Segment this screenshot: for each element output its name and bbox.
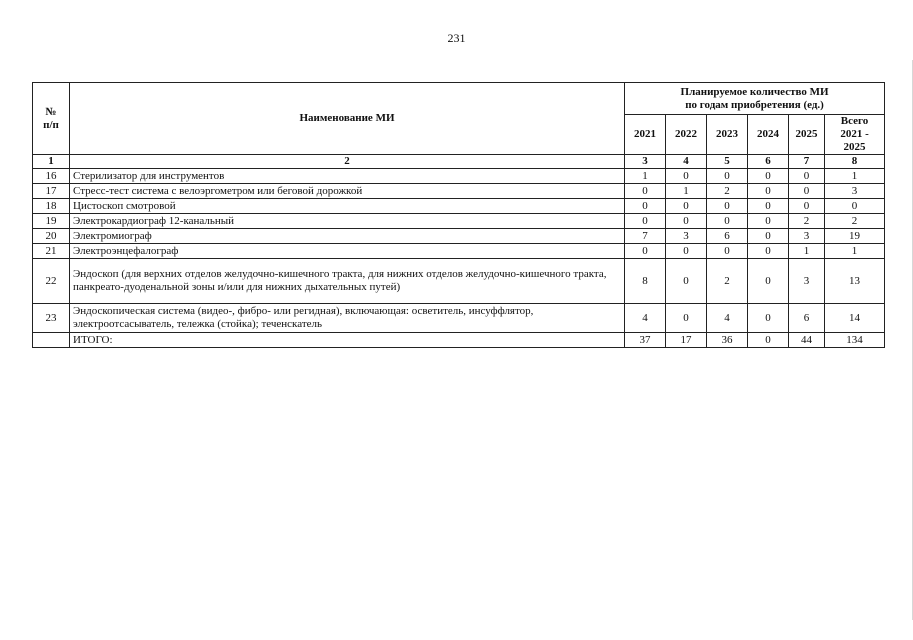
column-index-row [33, 155, 885, 169]
row-year-value: 0 [789, 199, 825, 214]
index-cell: 8 [825, 155, 885, 169]
row-year-value: 2 [789, 214, 825, 229]
row-year-value: 0 [707, 214, 748, 229]
table-row [33, 169, 885, 184]
row-year-value: 2 [707, 184, 748, 199]
row-name: Электрокардиограф 12-канальный [70, 214, 625, 229]
row-year-value: 0 [748, 169, 789, 184]
row-number: 16 [33, 169, 70, 184]
row-year-value: 0 [789, 169, 825, 184]
header-name: Наименование МИ [70, 83, 625, 155]
table-row [33, 244, 885, 259]
row-number: 21 [33, 244, 70, 259]
table-row [33, 259, 885, 304]
totals-label: ИТОГО: [70, 333, 625, 348]
row-year-value: 3 [789, 229, 825, 244]
row-year-value: 0 [748, 199, 789, 214]
row-year-value: 0 [666, 214, 707, 229]
totals-total: 134 [825, 333, 885, 348]
row-year-value: 0 [666, 169, 707, 184]
totals-blank [33, 333, 70, 348]
row-total: 19 [825, 229, 885, 244]
totals-year-value: 44 [789, 333, 825, 348]
header-year: 2022 [666, 115, 707, 155]
table-row [33, 199, 885, 214]
totals-year-value: 36 [707, 333, 748, 348]
totals-year-value: 0 [748, 333, 789, 348]
table-row [33, 214, 885, 229]
header-year: 2025 [789, 115, 825, 155]
header-year: 2021 [625, 115, 666, 155]
row-name: Цистоскоп смотровой [70, 199, 625, 214]
header-group: Планируемое количество МИ по годам приобретения (ед.) [625, 83, 885, 115]
index-cell: 7 [789, 155, 825, 169]
header-year: 2024 [748, 115, 789, 155]
header-total: Всего 2021 - 2025 [825, 115, 885, 155]
row-name: Эндоскоп (для верхних отделов желудочно-кишечного тракта, для нижних отделов желудочно-кишечного тракта, панкреато-дуоденальной зоны и/или для нижних дыхательных путей) [70, 259, 625, 304]
row-year-value: 1 [666, 184, 707, 199]
row-year-value: 3 [789, 259, 825, 304]
index-cell: 2 [70, 155, 625, 169]
page-number: 231 [447, 31, 466, 45]
index-cell: 6 [748, 155, 789, 169]
row-year-value: 0 [666, 304, 707, 333]
row-year-value: 1 [789, 244, 825, 259]
row-year-value: 0 [666, 259, 707, 304]
row-number: 17 [33, 184, 70, 199]
row-year-value: 0 [748, 244, 789, 259]
row-number: 23 [33, 304, 70, 333]
header-num: № п/п [33, 83, 70, 155]
totals-row [33, 333, 885, 348]
row-year-value: 0 [625, 244, 666, 259]
medical-equipment-table [32, 82, 885, 348]
row-year-value: 0 [707, 169, 748, 184]
row-name: Электромиограф [70, 229, 625, 244]
row-year-value: 4 [707, 304, 748, 333]
row-year-value: 0 [748, 304, 789, 333]
row-year-value: 0 [748, 184, 789, 199]
row-total: 14 [825, 304, 885, 333]
row-total: 2 [825, 214, 885, 229]
row-year-value: 2 [707, 259, 748, 304]
header-year: 2023 [707, 115, 748, 155]
row-name: Стерилизатор для инструментов [70, 169, 625, 184]
totals-year-value: 37 [625, 333, 666, 348]
index-cell: 1 [33, 155, 70, 169]
row-name: Электроэнцефалограф [70, 244, 625, 259]
row-year-value: 0 [666, 199, 707, 214]
row-year-value: 1 [625, 169, 666, 184]
row-year-value: 0 [748, 259, 789, 304]
row-total: 0 [825, 199, 885, 214]
row-total: 1 [825, 244, 885, 259]
totals-year-value: 17 [666, 333, 707, 348]
index-cell: 3 [625, 155, 666, 169]
row-year-value: 6 [789, 304, 825, 333]
row-year-value: 0 [707, 244, 748, 259]
row-number: 20 [33, 229, 70, 244]
row-year-value: 6 [707, 229, 748, 244]
row-number: 19 [33, 214, 70, 229]
row-year-value: 0 [625, 184, 666, 199]
row-number: 22 [33, 259, 70, 304]
index-cell: 5 [707, 155, 748, 169]
row-year-value: 0 [666, 244, 707, 259]
row-year-value: 0 [748, 214, 789, 229]
row-year-value: 4 [625, 304, 666, 333]
row-year-value: 0 [625, 199, 666, 214]
row-total: 1 [825, 169, 885, 184]
row-total: 3 [825, 184, 885, 199]
index-cell: 4 [666, 155, 707, 169]
row-year-value: 0 [789, 184, 825, 199]
table-row [33, 229, 885, 244]
row-year-value: 3 [666, 229, 707, 244]
row-name: Эндоскопическая система (видео-, фибро- или регидная), включающая: осветитель, инсуффлятор, электроотсасыватель, тележка (стойка); теченскатель [70, 304, 625, 333]
row-total: 13 [825, 259, 885, 304]
row-year-value: 0 [625, 214, 666, 229]
row-year-value: 8 [625, 259, 666, 304]
row-name: Стресс-тест система с велоэргометром или беговой дорожкой [70, 184, 625, 199]
row-year-value: 7 [625, 229, 666, 244]
row-year-value: 0 [707, 199, 748, 214]
row-year-value: 0 [748, 229, 789, 244]
table-row [33, 304, 885, 333]
row-number: 18 [33, 199, 70, 214]
table-row [33, 184, 885, 199]
